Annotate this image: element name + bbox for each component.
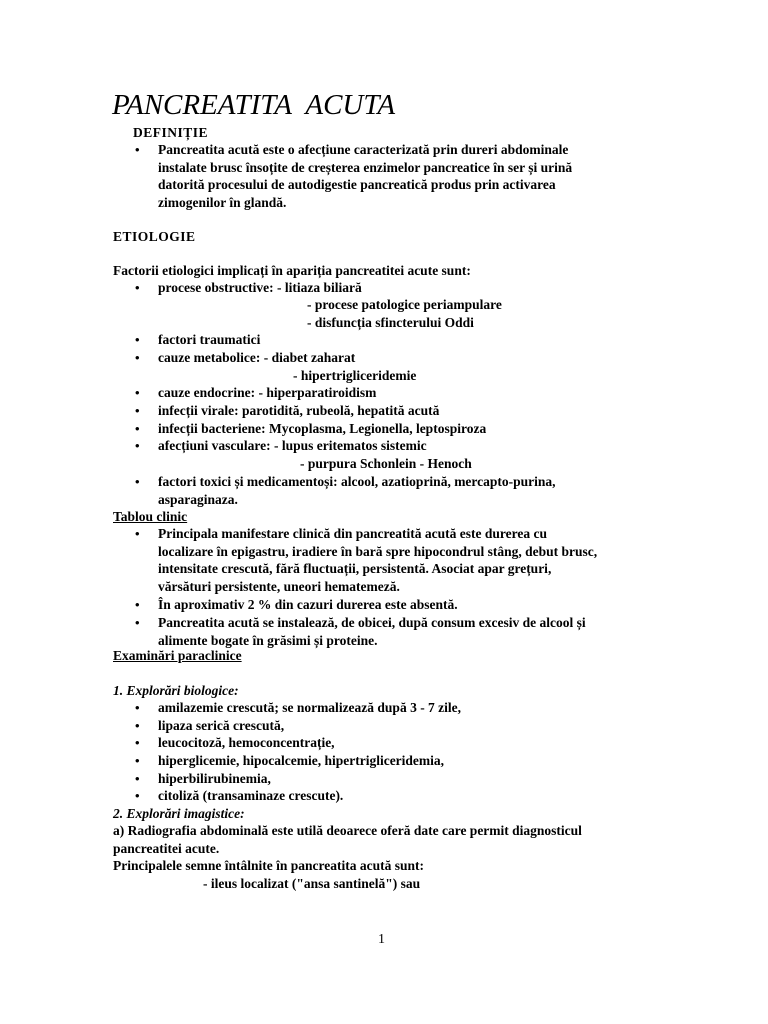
- list-item: [135, 437, 427, 455]
- bullet-icon: •: [135, 350, 140, 365]
- list-item: [135, 717, 285, 735]
- bullet-icon: •: [135, 280, 140, 295]
- list-item: [135, 770, 271, 788]
- bullet-icon: •: [135, 615, 140, 630]
- page-number: 1: [378, 932, 385, 947]
- list-item: [135, 279, 362, 297]
- bullet-icon: •: [135, 597, 140, 612]
- list-item: [135, 141, 573, 211]
- definitie-list: [135, 141, 573, 211]
- etiologie-subitem: - procese patologice periampulare: [307, 297, 502, 312]
- bio-item: lipaza serică crescută,: [158, 718, 285, 733]
- tablou-line: vărsături persistente, uneori hematemeză.: [158, 578, 400, 594]
- list-item: [135, 420, 487, 438]
- list-item: [135, 402, 440, 420]
- bullet-icon: •: [135, 142, 140, 157]
- examinari-heading: Examinări paraclinice: [113, 648, 242, 663]
- bullet-icon: •: [135, 788, 140, 803]
- etiologie-item-label: cauze endocrine: - hiperparatiroidism: [158, 385, 377, 400]
- bullet-icon: •: [135, 403, 140, 418]
- definitie-line: zimogenilor în glandă.: [158, 194, 287, 210]
- bullet-icon: •: [135, 474, 140, 489]
- bullet-icon: •: [135, 526, 140, 541]
- tablou-line: Pancreatita acută se instalează, de obicei, după consum excesiv de alcool și: [158, 615, 586, 630]
- bullet-icon: •: [135, 735, 140, 750]
- etiologie-item-label: asparaginaza.: [158, 491, 238, 507]
- definitie-line: datorită procesului de autodigestie pancreatică produs prin activarea: [158, 177, 556, 193]
- bullet-icon: •: [135, 332, 140, 347]
- tablou-line: alimente bogate în grăsimi și proteine.: [158, 632, 378, 648]
- bullet-icon: •: [135, 438, 140, 453]
- list-item: [135, 596, 458, 614]
- definitie-line: instalate brusc însoțite de creșterea enzimelor pancreatice în ser și urină: [158, 159, 573, 175]
- list-item: [135, 787, 344, 805]
- bio-item: hiperglicemie, hipocalcemie, hipertrigliceridemia,: [158, 753, 445, 768]
- list-item: [135, 752, 445, 770]
- etiologie-item-label: factori toxici și medicamentoși: alcool, azatioprină, mercapto-purina,: [158, 474, 556, 489]
- list-item: [135, 525, 598, 595]
- ileus-line: - ileus localizat ("ansa santinelă") sau: [203, 876, 421, 891]
- img-line: Principalele semne întâlnite în pancreatita acută sunt:: [113, 858, 424, 873]
- tablou-heading: Tablou clinic: [113, 509, 188, 524]
- bullet-icon: •: [135, 700, 140, 715]
- etiologie-item-label: afecțiuni vasculare: - lupus eritematos sistemic: [158, 438, 427, 453]
- img-heading: 2. Explorări imagistice:: [113, 806, 245, 821]
- list-item: [135, 349, 356, 367]
- bio-item: citoliză (transaminaze crescute).: [158, 788, 344, 803]
- etiologie-subitem: - disfuncția sfincterului Oddi: [307, 315, 474, 330]
- etiologie-heading: ETIOLOGIE: [113, 229, 196, 244]
- etiologie-intro: Factorii etiologici implicați în apariția pancreatitei acute sunt:: [113, 263, 471, 278]
- page-title: PANCREATITA ACUTA: [112, 89, 396, 121]
- tablou-line: În aproximativ 2 % din cazuri durerea este absentă.: [158, 597, 458, 612]
- tablou-line: localizare în epigastru, iradiere în bară spre hipocondrul stâng, debut brusc,: [158, 543, 598, 559]
- definitie-heading: DEFINIȚIE: [133, 125, 209, 140]
- list-item: [135, 331, 261, 349]
- list-item: [135, 734, 335, 752]
- etiologie-item-label: infecții virale: parotidită, rubeolă, hepatită acută: [158, 403, 440, 418]
- etiologie-subitem: - purpura Schonlein - Henoch: [300, 456, 472, 471]
- etiologie-item-label: infecții bacteriene: Mycoplasma, Legionella, leptospiroza: [158, 421, 487, 436]
- bullet-icon: •: [135, 385, 140, 400]
- bio-item: leucocitoză, hemoconcentrație,: [158, 735, 335, 750]
- img-line: pancreatitei acute.: [113, 841, 220, 856]
- list-item: [135, 614, 586, 649]
- bullet-icon: •: [135, 753, 140, 768]
- list-item: [135, 699, 462, 717]
- bullet-icon: •: [135, 421, 140, 436]
- bio-item: amilazemie crescută; se normalizează după 3 - 7 zile,: [158, 700, 462, 715]
- bullet-icon: •: [135, 718, 140, 733]
- bullet-icon: •: [135, 771, 140, 786]
- etiologie-item-label: cauze metabolice: - diabet zaharat: [158, 350, 356, 365]
- tablou-line: Principala manifestare clinică din pancreatită acută este durerea cu: [158, 526, 547, 541]
- list-item: [135, 384, 377, 402]
- list-item: [135, 473, 556, 508]
- etiologie-subitem: - hipertrigliceridemie: [293, 368, 417, 383]
- etiologie-item-label: procese obstructive: - litiaza biliară: [158, 280, 362, 295]
- bio-heading: 1. Explorări biologice:: [113, 683, 239, 698]
- definitie-line: Pancreatita acută este o afecțiune caracterizată prin dureri abdominale: [158, 142, 569, 157]
- bio-item: hiperbilirubinemia,: [158, 771, 271, 786]
- etiologie-item-label: factori traumatici: [158, 332, 261, 347]
- img-line: a) Radiografia abdominală este utilă deoarece oferă date care permit diagnosticul: [113, 823, 582, 838]
- tablou-line: intensitate crescută, fără fluctuații, persistentă. Asociat apar grețuri,: [158, 561, 552, 577]
